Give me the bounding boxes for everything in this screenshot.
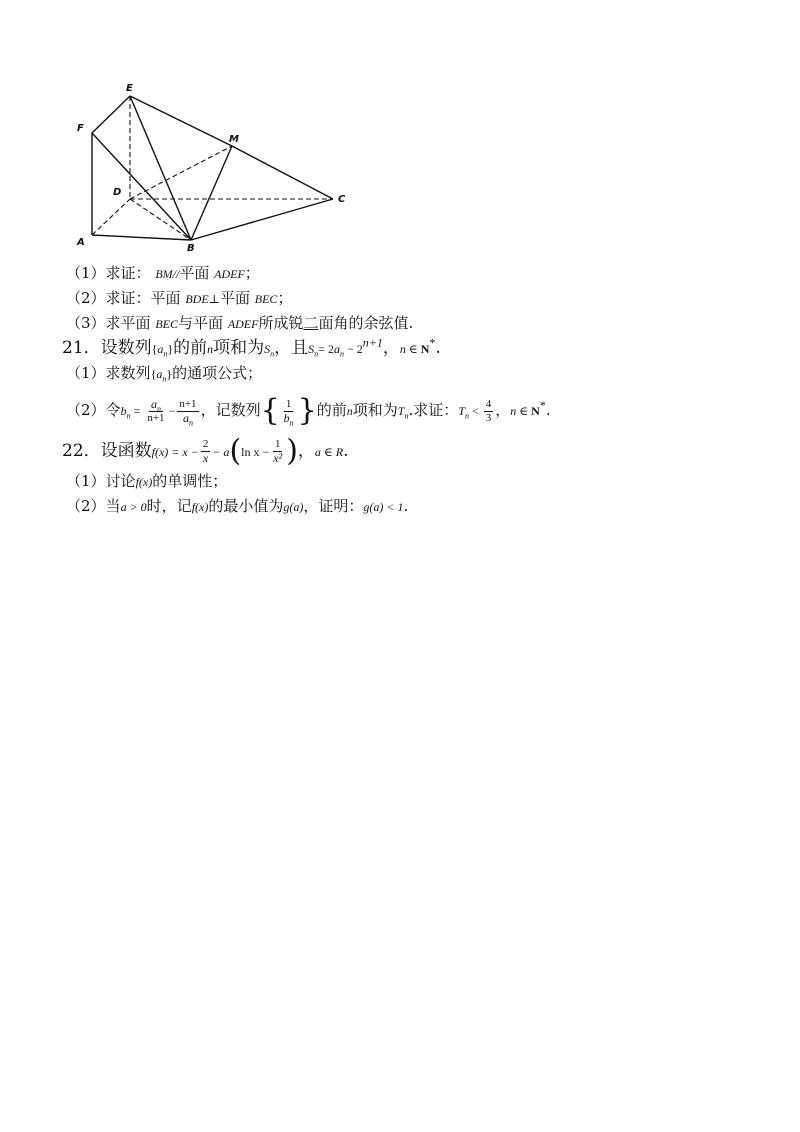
vertex-label-m: M [229, 134, 239, 145]
q22-stem: 22．设函数f(x) = x − $\frac{2}{x}$ − a(ln x − $\frac{1}{\text{x²}}$ )，a ∈ R. [62, 433, 349, 469]
edge-fb [92, 133, 191, 240]
fraction-1-over-bn: $\frac{1}{b_n}$ [283, 397, 294, 427]
geometry-figure [68, 78, 368, 258]
edge-eb [130, 96, 191, 240]
q22-number: 22． [62, 441, 101, 461]
q21-number: 21． [62, 338, 101, 358]
fraction-n1-over-an: $\frac{n+1}{a_n}$ [179, 397, 197, 427]
edge-ab [92, 235, 191, 240]
q20-part-3: （3）求平面 BEC与平面 ADEF所成锐二面角的余弦值. [66, 314, 414, 332]
vertex-label-b: B [187, 243, 195, 254]
fraction-2-over-x: $\frac{2}{x}$ [202, 438, 209, 465]
edge-bm [191, 146, 232, 240]
q22-part-1: （1）讨论f(x)的单调性； [66, 472, 228, 490]
q21-stem: 21．设数列$\{a_n\}$的前n项和为$S_n$，且$S_n= 2a_n - 2^{n+1}$，n ∈ N*. [62, 335, 441, 359]
vertex-label-d: D [113, 187, 122, 198]
vertex-label-e: E [126, 83, 133, 94]
q21-part-1: （1）求数列$\{a_n\}$的通项公式； [66, 364, 263, 384]
fraction-4-over-3: $\frac{4}{3}$ [485, 397, 492, 424]
edge-em [130, 96, 232, 146]
vertex-label-a: A [77, 237, 85, 248]
edge-dm-hidden [130, 146, 232, 199]
edge-bc [191, 199, 333, 240]
vertex-label-c: C [338, 194, 346, 205]
edge-fe [92, 96, 130, 133]
q20-part-1: （1）求证： BM//平面 ADEF； [66, 264, 260, 282]
edge-ad-hidden [92, 199, 130, 235]
q21-part-2: （2）令$b_n$ = $\frac{a_n}{n+1}$ − $\frac{n+1}{a_n}$ ，记数列{ $\frac{1}{b_n}$ }的前n项和为$T_n$.求证：$T_n$ < $\frac{4}{3}$ ，n ∈ N*. [66, 393, 551, 428]
q20-part-2: （2）求证：平面 BDE⊥平面 BEC； [66, 289, 293, 307]
q22-part-2: （2）当a > 0时，记f(x)的最小值为g(a)，证明：g(a) < 1. [66, 497, 409, 515]
fraction-1-over-x2: $\frac{1}{\text{x²}}$ [273, 438, 283, 465]
fraction-an-over-n1: $\frac{a_n}{n+1}$ [147, 396, 165, 424]
vertex-label-f: F [77, 123, 84, 134]
polyhedron-diagram [68, 78, 368, 258]
edge-mc [232, 146, 333, 199]
